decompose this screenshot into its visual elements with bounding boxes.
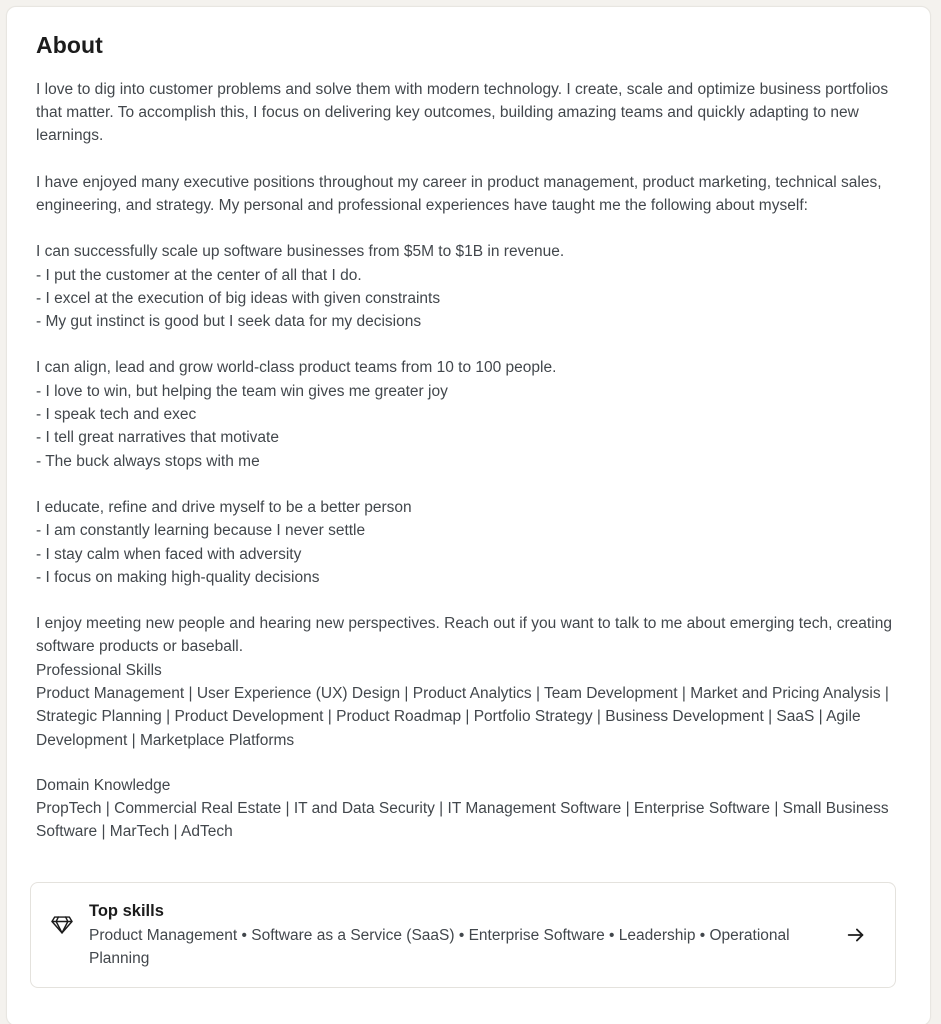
group-lead: I can successfully scale up software businesses from $5M to $1B in revenue. [36, 243, 565, 261]
about-paragraph-1: I love to dig into customer problems and solve them with modern technology. I create, scale and optimize business portfolios that matter. To accomplish this, I focus on delivering key outcomes, building amazing teams and quickly adapting to new learnings. [36, 80, 893, 145]
group-lead: I educate, refine and drive myself to be a better person [36, 498, 412, 516]
group-item: - The buck always stops with me [36, 452, 260, 470]
group-item: - My gut instinct is good but I seek data for my decisions [36, 313, 422, 331]
top-skills-title: Top skills [89, 901, 164, 920]
domain-knowledge-section [36, 774, 904, 844]
gem-icon [49, 911, 75, 937]
professional-skills-section [36, 659, 904, 752]
domain-knowledge-value: PropTech | Commercial Real Estate | IT and Data Security | IT Management Software | Enterprise Software | Small Business Software | MarTech | AdTech [36, 800, 889, 841]
top-skills-text-block [89, 900, 829, 971]
group-item: - I excel at the execution of big ideas with given constraints [36, 289, 441, 307]
group-lead: I can align, lead and grow world-class product teams from 10 to 100 people. [36, 359, 557, 377]
about-closing-paragraph: I enjoy meeting new people and hearing new perspectives. Reach out if you want to talk to me about emerging tech, creating software products or baseball. [36, 615, 897, 656]
page-title: About [36, 32, 103, 58]
group-item: - I speak tech and exec [36, 406, 197, 424]
group-item: - I love to win, but helping the team win gives me greater joy [36, 382, 448, 400]
professional-skills-value: Product Management | User Experience (UX) Design | Product Analytics | Team Development | Market and Pricing Analysis | Strategic Planning | Product Development | Product Roadmap | Portfolio Strategy | Business Development | SaaS | Agile Development | Marketplace Platforms [36, 684, 889, 749]
group-item: - I focus on making high-quality decisions [36, 568, 320, 586]
about-group-scale [36, 240, 904, 333]
top-skills-list: Product Management • Software as a Service (SaaS) • Enterprise Software • Leadership • Operational Planning [89, 926, 790, 967]
about-group-teams [36, 356, 904, 472]
professional-skills-heading: Professional Skills [36, 661, 162, 679]
group-item: - I stay calm when faced with adversity [36, 545, 302, 563]
group-item: - I put the customer at the center of all that I do. [36, 266, 362, 284]
group-item: - I tell great narratives that motivate [36, 429, 279, 447]
arrow-right-icon [845, 924, 867, 946]
about-card [6, 6, 931, 1024]
top-skills-next-button[interactable] [839, 918, 873, 952]
about-paragraph-2: I have enjoyed many executive positions throughout my career in product management, product marketing, technical sales, engineering, and strategy. My personal and professional experiences have taught me the following about myself: [36, 173, 886, 214]
top-skills-card[interactable] [30, 882, 896, 988]
group-item: - I am constantly learning because I never settle [36, 522, 366, 540]
domain-knowledge-heading: Domain Knowledge [36, 776, 171, 794]
about-group-self [36, 496, 904, 589]
